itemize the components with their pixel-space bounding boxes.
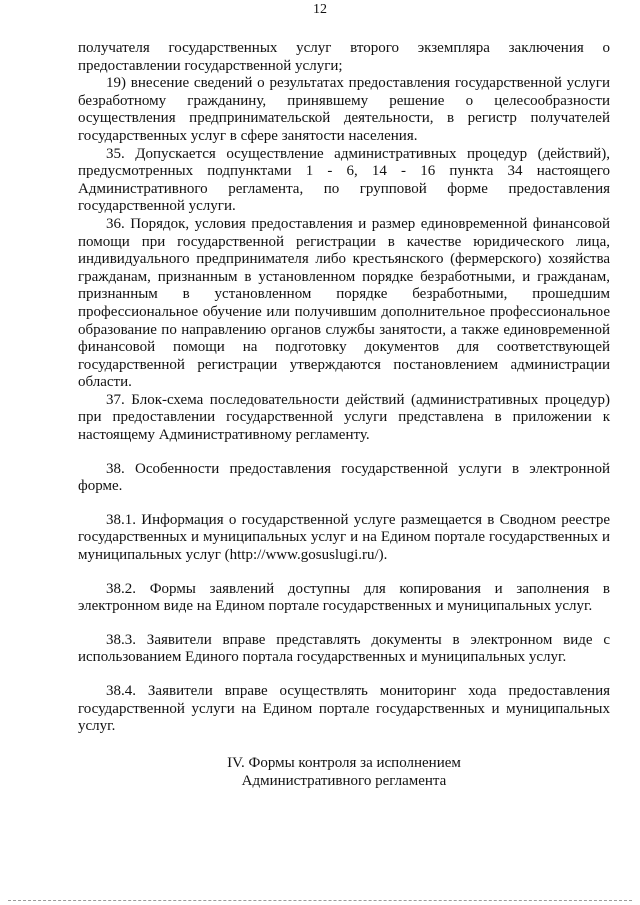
paragraph-38-1: 38.1. Информация о государственной услуге размещается в Сводном реестре государственных и муниципальных услуг и на Едином портале государственных и муниципальных услуг (http://www.gosuslugi.ru/). xyxy=(78,511,610,564)
paragraph-37: 37. Блок-схема последовательности действий (административных процедур) при предоставлении государственной услуги представлена в приложении к настоящему Административному регламенту. xyxy=(78,391,610,444)
paragraph-item-19: 19) внесение сведений о результатах предоставления государственной услуги безработному гражданину, принявшему решение о целесообразности осуществления предпринимательской деятельности, в регистр получателей государственных услуг в сфере занятости населения. xyxy=(78,75,610,144)
paragraph-38: 38. Особенности предоставления государственной услуги в электронной форме. xyxy=(78,460,610,495)
paragraph-35: 35. Допускается осуществление административных процедур (действий), предусмотренных подпунктами 1 - 6, 14 - 16 пункта 34 настоящего Административного регламента, по групповой форме предоставления государственной услуги. xyxy=(78,145,610,215)
section-heading-line-2: Административного регламента xyxy=(241,772,447,789)
paragraph-38-2: 38.2. Формы заявлений доступны для копирования и заполнения в электронном виде на Едином портале государственных и муниципальных услуг. xyxy=(78,580,610,615)
paragraph-continuation: получателя государственных услуг второго экземпляра заключения о предоставлении государственной услуги; xyxy=(78,40,610,74)
paragraph-36: 36. Порядок, условия предоставления и размер единовременной финансовой помощи при государственной регистрации в качестве юридического лица, индивидуального предпринимателя либо крестьянского (фермерского) хозяйства гражданам, признанным в установленном порядке безработными, и гражданам, признанным в установленном порядке безработными, прошедшим профессиональное обучение или получившим дополнительное профессиональное образование по направлению органов службы занятости, а также единовременной финансовой помощи на подготовку документов для соответствующей государственной регистрации утверждаются постановлением администрации области. xyxy=(78,215,610,391)
page-number: 12 xyxy=(313,2,327,17)
section-heading xyxy=(78,754,610,790)
document-body xyxy=(78,40,610,790)
paragraph-38-4: 38.4. Заявители вправе осуществлять мониторинг хода предоставления государственной услуги на Едином портале государственных и муниципальных услуг. xyxy=(78,683,610,735)
section-heading-line-1: IV. Формы контроля за исполнением xyxy=(227,754,461,771)
footer-divider xyxy=(8,900,632,901)
paragraph-38-3: 38.3. Заявители вправе представлять документы в электронном виде с использованием Единого портала государственных и муниципальных услуг. xyxy=(78,631,610,666)
